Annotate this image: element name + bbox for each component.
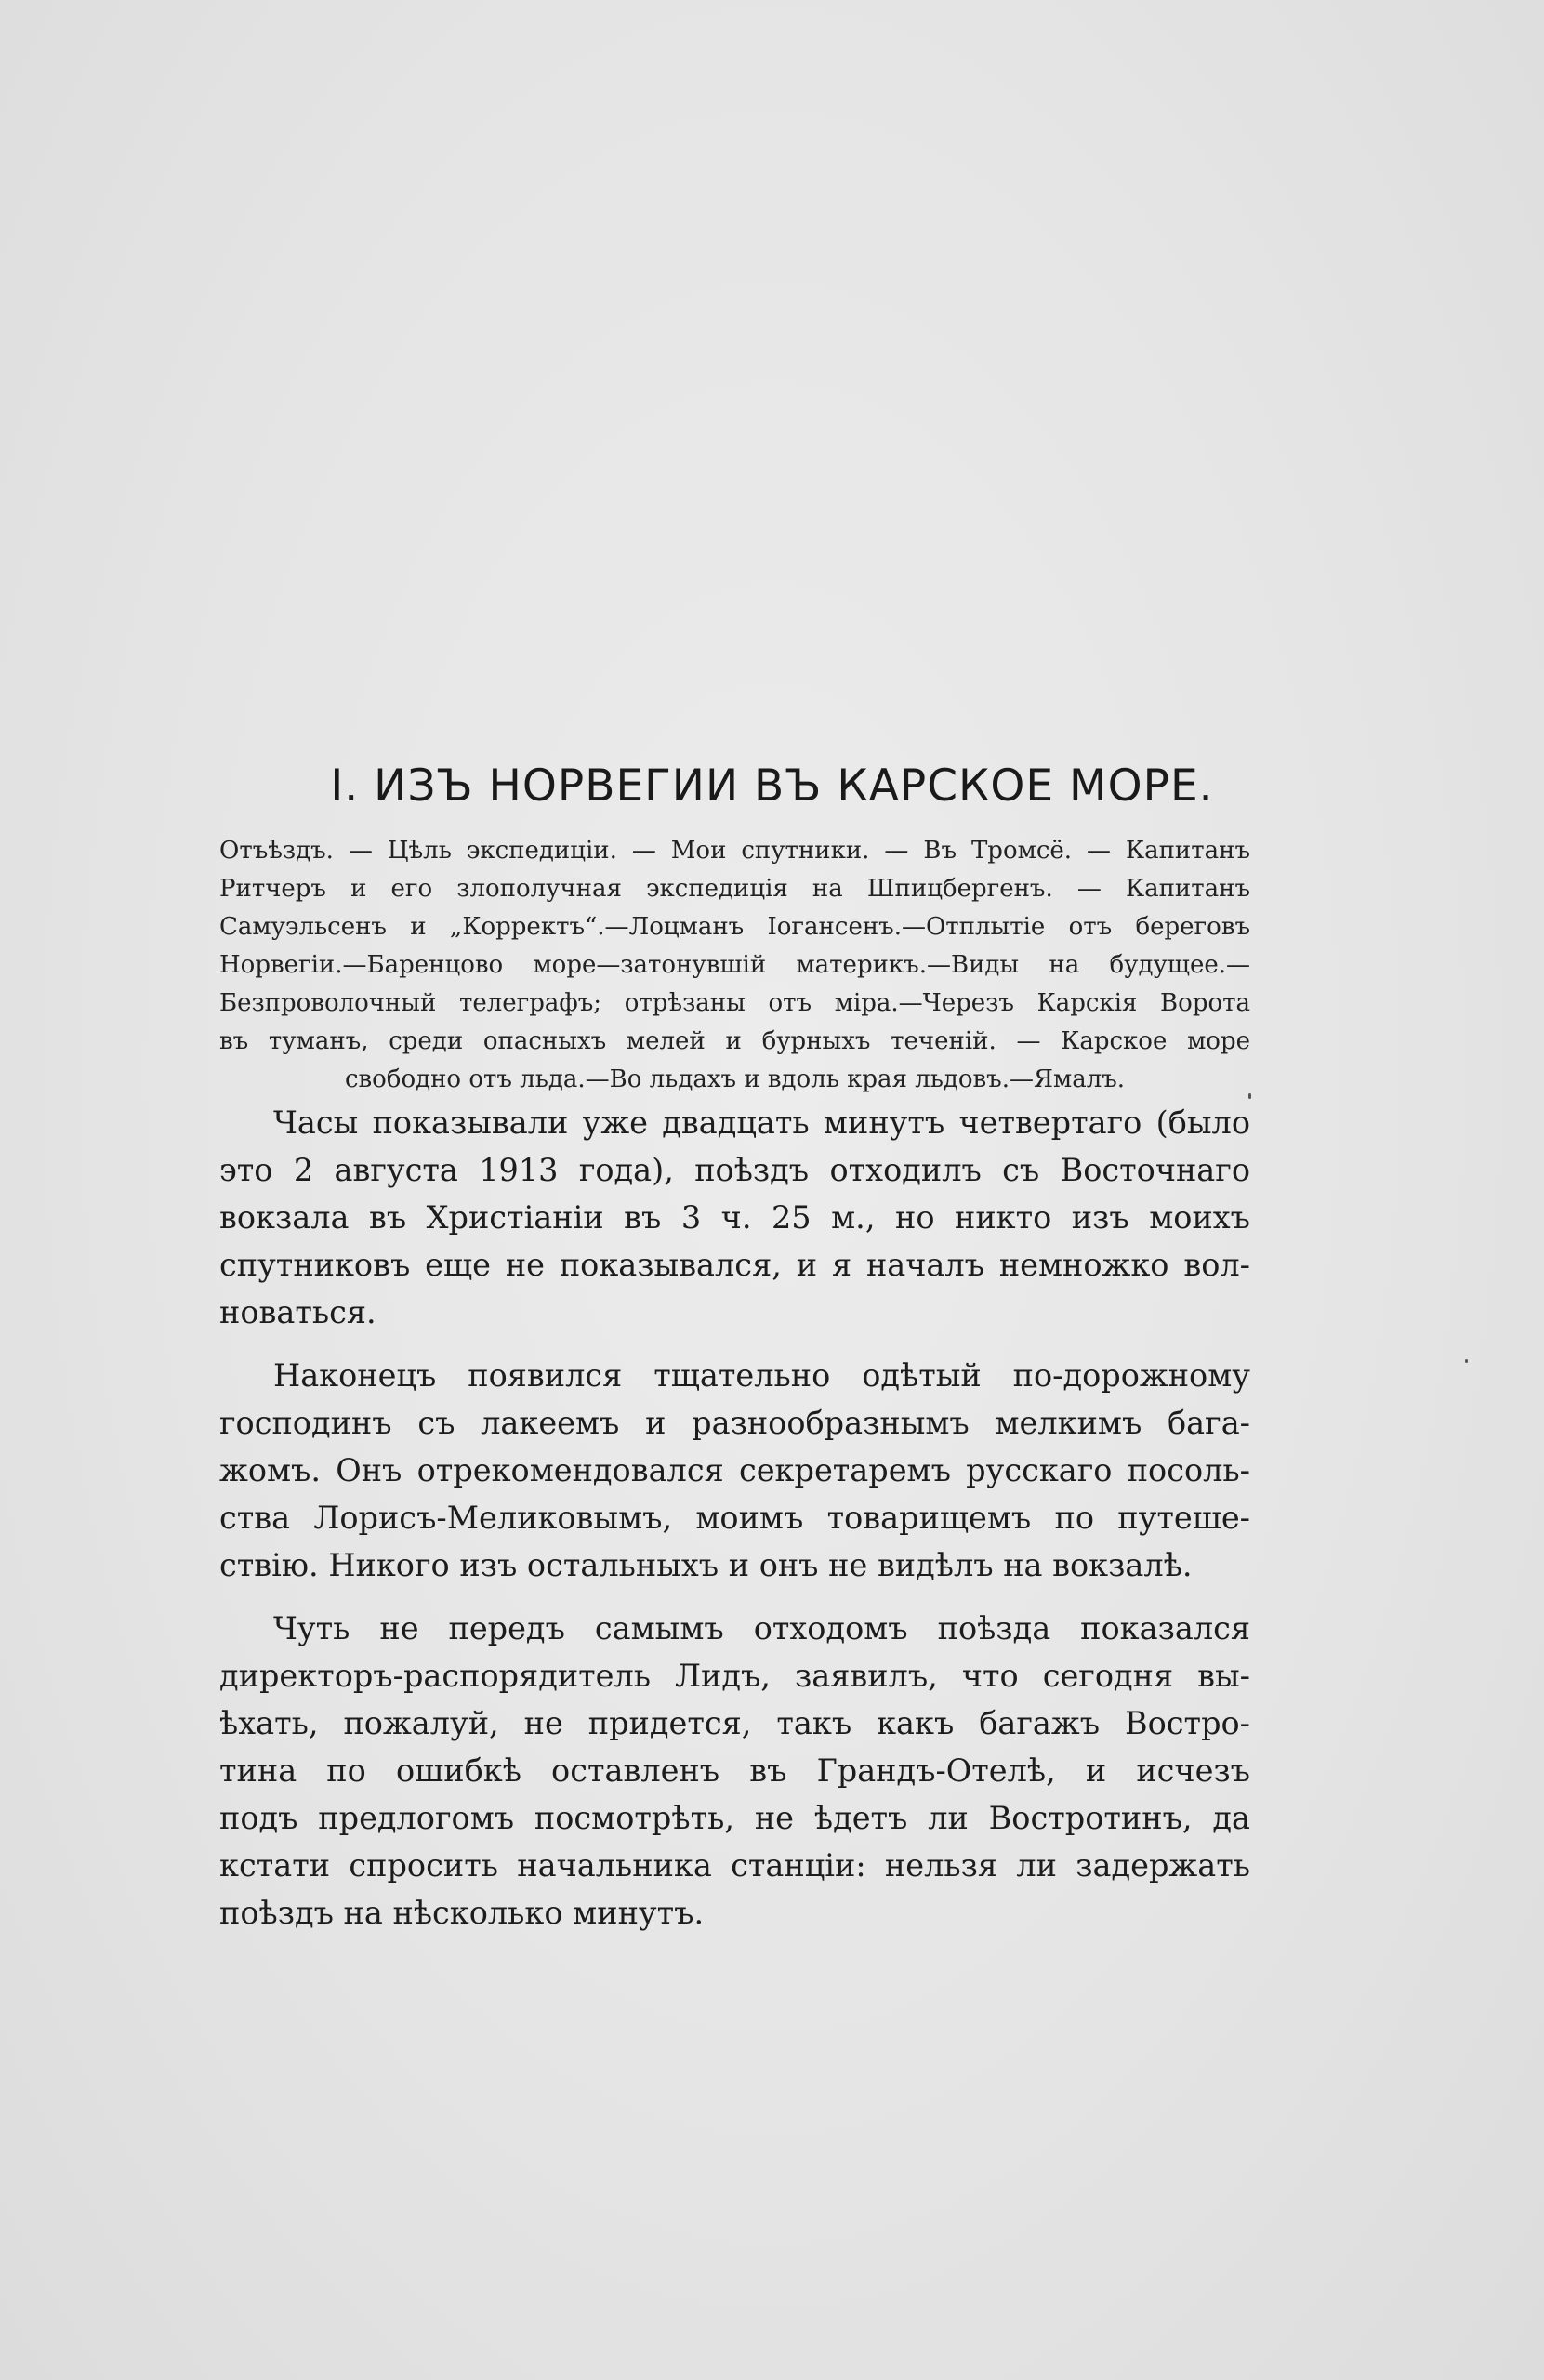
summary-line: Безпроволочный телеграфъ; отрѣзаны отъ міра.—Черезъ Карскія Ворота — [219, 989, 1250, 1017]
text-line: жомъ. Онъ отрекомендовался секретаремъ русскаго посоль- — [219, 1452, 1250, 1488]
body-text — [219, 1099, 1250, 1952]
summary-line: въ туманъ, среди опасныхъ мелей и бурныхъ теченій. — Карское море — [219, 1027, 1250, 1055]
chapter-summary — [219, 832, 1250, 1099]
summary-line: Самуэльсенъ и „Корректъ“.—Лоцманъ Іогансенъ.—Отплытіе отъ береговъ — [219, 913, 1250, 941]
summary-line: Норвегіи.—Баренцово море—затонувшій материкъ.—Виды на будущее.— — [219, 951, 1250, 979]
summary-line: Ритчеръ и его злополучная экспедиція на Шпицбергенъ. — Капитанъ — [219, 875, 1250, 903]
text-line: это 2 августа 1913 года), поѣздъ отходилъ съ Восточнаго — [219, 1152, 1250, 1188]
paragraph — [219, 1352, 1250, 1589]
text-line: директоръ-распорядитель Лидъ, заявилъ, что сегодня вы- — [219, 1658, 1250, 1694]
text-line: поѣздъ на нѣсколько минутъ. — [219, 1895, 705, 1931]
text-line: подъ предлогомъ посмотрѣть, не ѣдетъ ли Востротинъ, да — [219, 1800, 1250, 1836]
text-line: ѣхать, пожалуй, не придется, такъ какъ багажъ Востро- — [219, 1705, 1250, 1741]
print-speck — [1248, 1093, 1251, 1099]
text-line: Наконецъ появился тщательно одѣтый по-дорожному — [273, 1357, 1250, 1394]
paragraph — [219, 1099, 1250, 1336]
text-line: ства Лорисъ-Меликовымъ, моимъ товарищемъ по путеше- — [219, 1500, 1250, 1536]
text-line: спутниковъ еще не показывался, и я началъ немножко вол- — [219, 1247, 1250, 1283]
text-line: Часы показывали уже двадцать минутъ четвертаго (было — [273, 1104, 1250, 1141]
summary-line: свободно отъ льда.—Во льдахъ и вдоль края льдовъ.—Ямалъ. — [344, 1065, 1126, 1093]
summary-line: Отъѣздъ. — Цѣль экспедиціи. — Мои спутники. — Въ Тромсё. — Капитанъ — [219, 837, 1250, 865]
text-line: новаться. — [219, 1294, 376, 1330]
text-line: тина по ошибкѣ оставленъ въ Грандъ-Отелѣ, и исчезъ — [219, 1752, 1250, 1789]
text-line: ствію. Никого изъ остальныхъ и онъ не видѣлъ на вокзалѣ. — [219, 1547, 1193, 1583]
text-line: кстати спросить начальника станціи: нельзя ли задержать — [219, 1847, 1250, 1884]
print-speck — [1465, 1359, 1468, 1363]
text-line: Чуть не передъ самымъ отходомъ поѣзда показался — [273, 1610, 1250, 1646]
text-line: вокзала въ Христіаніи въ 3 ч. 25 м., но никто изъ моихъ — [219, 1199, 1250, 1236]
chapter-title: I. ИЗЪ НОРВЕГИИ ВЪ КАРСКОЕ МОРЕ. — [330, 760, 1214, 812]
text-line: господинъ съ лакеемъ и разнообразнымъ мелкимъ бага- — [219, 1405, 1250, 1441]
paragraph — [219, 1605, 1250, 1937]
